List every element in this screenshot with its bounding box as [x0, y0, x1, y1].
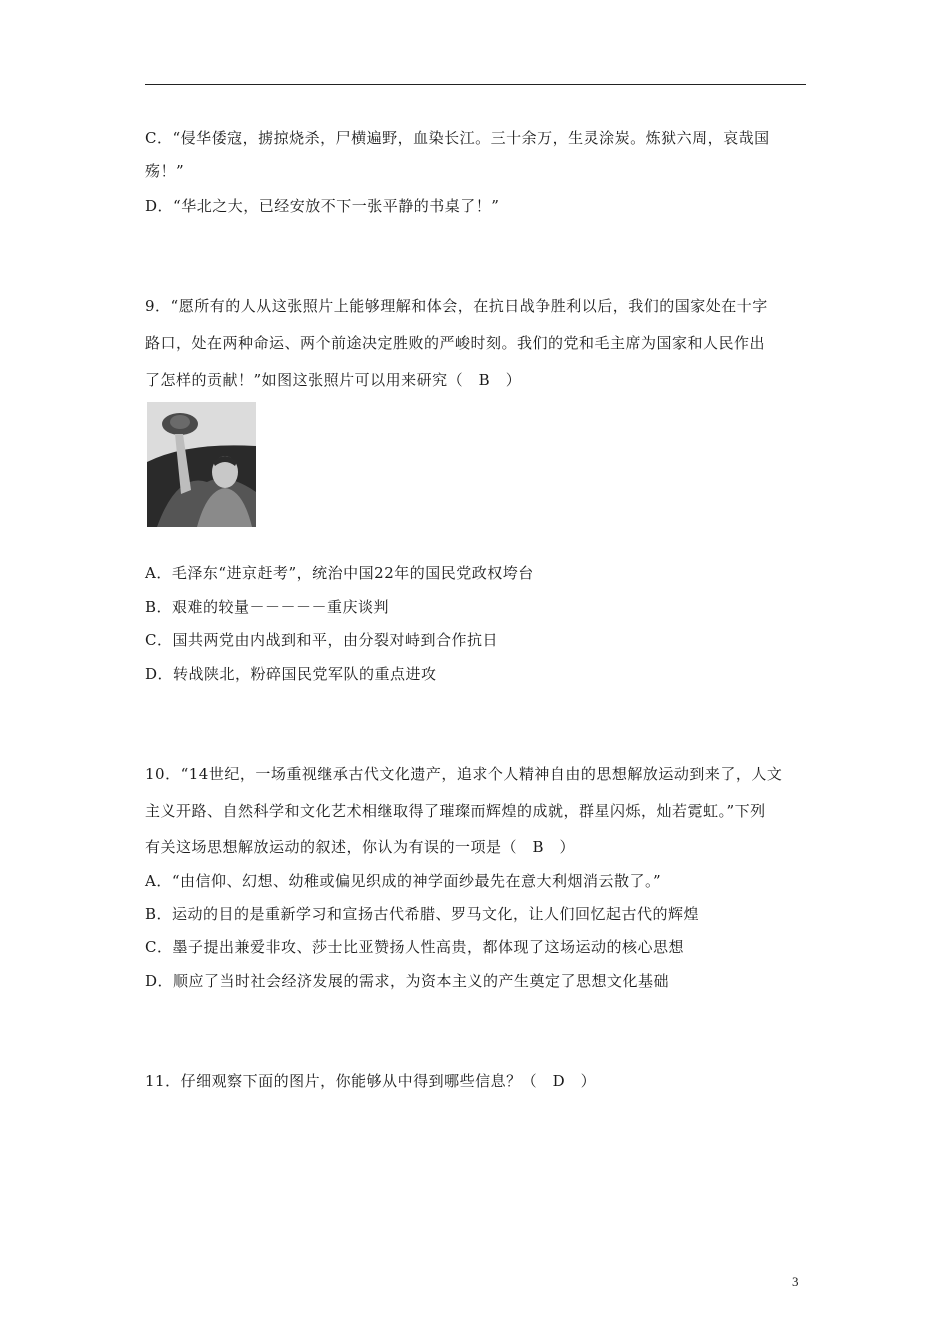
q10-option-b: B．运动的目的是重新学习和宣扬古代希腊、罗马文化，让人们回忆起古代的辉煌 — [145, 905, 700, 923]
q9-option-b: B．艰难的较量－－－－－重庆谈判 — [145, 598, 390, 616]
historical-photo — [147, 402, 256, 527]
page-number: 3 — [792, 1274, 799, 1289]
q10-option-c: C．墨子提出兼爱非攻、莎士比亚赞扬人性高贵，都体现了这场运动的核心思想 — [145, 938, 684, 956]
q9-option-d: D．转战陕北，粉碎国民党军队的重点进攻 — [145, 665, 437, 683]
header-rule — [145, 84, 806, 85]
q10-option-d: D．顺应了当时社会经济发展的需求，为资本主义的产生奠定了思想文化基础 — [145, 972, 670, 990]
q9-stem-line1: 9．“愿所有的人从这张照片上能够理解和体会，在抗日战争胜利以后，我们的国家处在十字 — [145, 297, 768, 315]
q8-option-d: D．“华北之大，已经安放不下一张平静的书桌了！” — [145, 197, 500, 215]
q11-stem: 11．仔细观察下面的图片，你能够从中得到哪些信息？（ D ） — [145, 1072, 597, 1090]
q8-option-c-line2: 殇！” — [145, 162, 185, 180]
photo-figure-waving-hat — [147, 402, 256, 527]
q10-option-a: A．“由信仰、幻想、幼稚或偏见织成的神学面纱最先在意大利烟消云散了。” — [145, 872, 662, 890]
q10-stem-line1: 10．“14世纪，一场重视继承古代文化遗产，追求个人精神自由的思想解放运动到来了，人文 — [145, 765, 783, 783]
q10-stem-line3: 有关这场思想解放运动的叙述，你认为有误的一项是（ B ） — [145, 838, 576, 856]
q8-option-c-line1: C．“侵华倭寇，掳掠烧杀，尸横遍野，血染长江。三十余万，生灵涂炭。炼狱六周，哀哉国 — [145, 129, 770, 147]
q9-stem-line2: 路口，处在两种命运、两个前途决定胜败的严峻时刻。我们的党和毛主席为国家和人民作出 — [145, 334, 766, 352]
q9-stem-line3: 了怎样的贡献！”如图这张照片可以用来研究（ B ） — [145, 371, 522, 389]
q9-option-a: A．毛泽东“进京赶考”，统治中国22年的国民党政权垮台 — [145, 564, 534, 582]
q9-option-c: C．国共两党由内战到和平，由分裂对峙到合作抗日 — [145, 631, 498, 649]
q10-stem-line2: 主义开路、自然科学和文化艺术相继取得了璀璨而辉煌的成就，群星闪烁，灿若霓虹。”下列 — [145, 802, 766, 820]
